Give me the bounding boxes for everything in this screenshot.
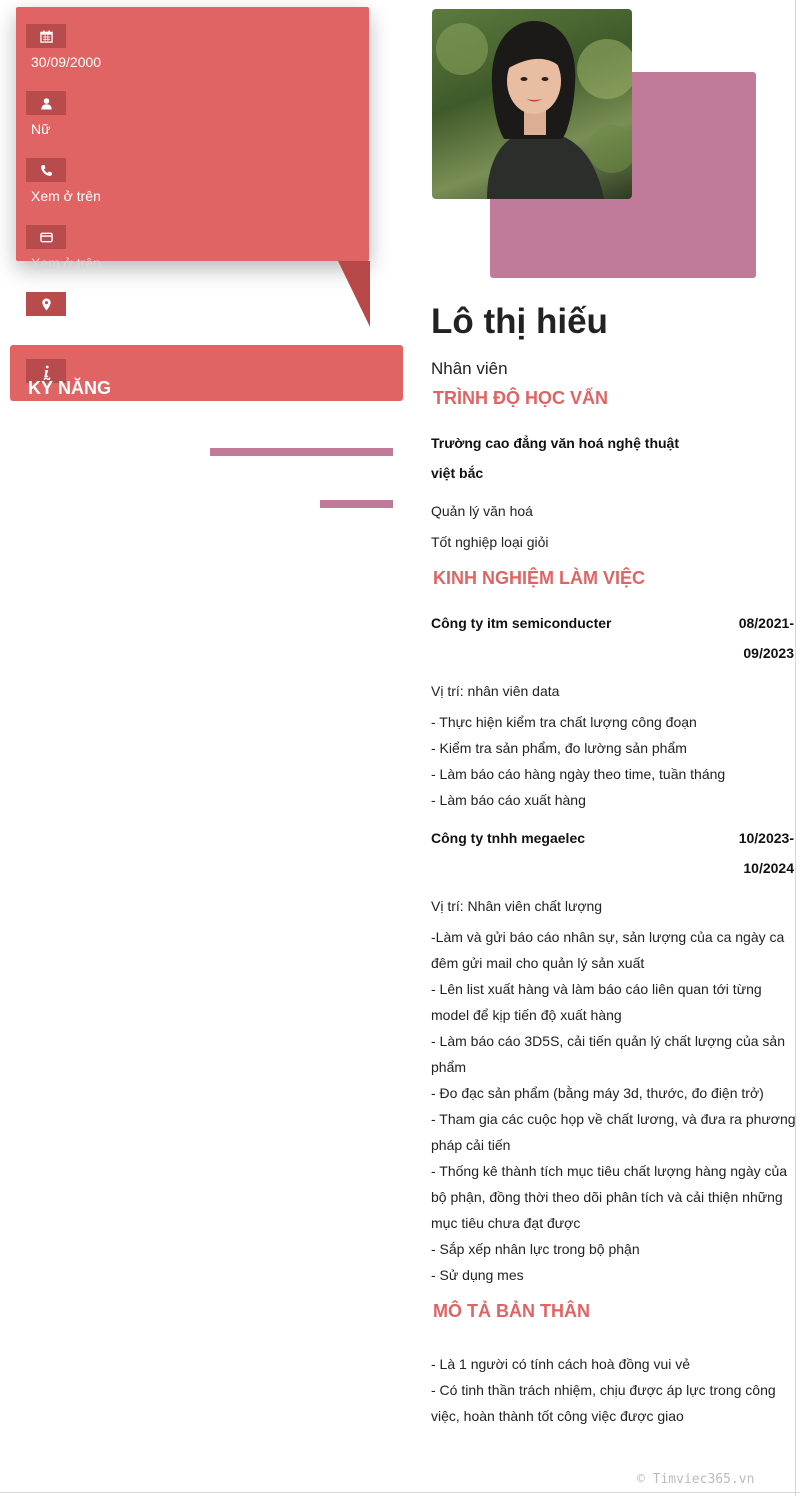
job-task: - Thực hiện kiểm tra chất lượng công đoạn [431, 714, 697, 730]
email-text: Xem ở trên [31, 255, 101, 271]
candidate-position: Nhân viên [431, 359, 508, 378]
footer-copyright: © Timviec365.vn [637, 1472, 755, 1487]
page-right-border [795, 0, 796, 1496]
job-company: Công ty tnhh megaelec [431, 830, 586, 846]
about-section-title: MÔ TẢ BẢN THÂN [433, 1301, 590, 1321]
personal-info-card [16, 7, 369, 261]
job-task: - Sử dụng mes [431, 1267, 524, 1283]
job-task: model để kịp tiến độ xuất hàng [431, 1007, 622, 1023]
job-role: Vị trí: nhân viên data [431, 683, 560, 699]
page-bottom-border [0, 1492, 800, 1493]
job-task: - Làm báo cáo 3D5S, cải tiến quản lý chất lượng của sản [431, 1033, 785, 1049]
job-date-start: 10/2023- [738, 830, 794, 846]
job-task: - Lên list xuất hàng và làm báo cáo liên quan tới từng [431, 981, 762, 997]
phone-icon [26, 158, 66, 182]
job-task: - Làm báo cáo hàng ngày theo time, tuần tháng [431, 766, 726, 782]
skills-title: KỸ NĂNG [28, 378, 112, 398]
education-section-title: TRÌNH ĐỘ HỌC VẤN [433, 388, 608, 408]
skill-level-bar [320, 500, 393, 508]
job-task: pháp cải tiến [431, 1137, 511, 1153]
school-name-line2: việt bắc [431, 465, 484, 481]
location-icon [26, 292, 66, 316]
education-result: Tốt nghiệp loại giỏi [431, 534, 549, 550]
job-task: phẩm [431, 1059, 467, 1075]
gender-text: Nữ [31, 121, 51, 137]
about-line: - Là 1 người có tính cách hoà đồng vui vẻ [431, 1356, 691, 1372]
user-icon [26, 91, 66, 115]
job-date-end: 10/2024 [743, 860, 794, 876]
job-task: bộ phận, đồng thời theo dõi phân tích và cải thiện những [431, 1189, 783, 1205]
job-company: Công ty itm semiconducter [431, 615, 612, 631]
skill-level-bar [210, 448, 393, 456]
job-role: Vị trí: Nhân viên chất lượng [431, 898, 603, 914]
job-task: đêm gửi mail cho quản lý sản xuất [431, 955, 645, 971]
experience-section-title: KINH NGHIỆM LÀM VIỆC [433, 568, 646, 588]
birthday-text: 30/09/2000 [31, 54, 102, 70]
phone-text: Xem ở trên [31, 188, 101, 204]
info-card-tail [338, 261, 370, 327]
job-date-start: 08/2021- [738, 615, 794, 631]
job-task: mục tiêu chưa đạt được [431, 1215, 581, 1231]
candidate-name: Lô thị hiếu [431, 302, 608, 341]
job-task: - Kiểm tra sản phẩm, đo lường sản phẩm [431, 740, 687, 756]
job-task: - Làm báo cáo xuất hàng [431, 792, 586, 808]
job-task: - Đo đạc sản phẩm (bằng máy 3d, thước, đo điện trở) [431, 1085, 764, 1101]
school-name-line1: Trường cao đẳng văn hoá nghệ thuật [431, 435, 679, 451]
email-icon [26, 225, 66, 249]
job-date-end: 09/2023 [743, 645, 794, 661]
education-major: Quản lý văn hoá [431, 503, 533, 519]
about-line: - Có tinh thần trách nhiệm, chịu được áp lực trong công [431, 1382, 776, 1398]
about-line: việc, hoàn thành tốt công việc được giao [431, 1408, 684, 1424]
job-task: -Làm và gửi báo cáo nhân sự, sản lượng của ca ngày ca [431, 929, 785, 945]
job-task: - Sắp xếp nhân lực trong bộ phận [431, 1241, 640, 1257]
calendar-icon [26, 24, 66, 48]
profile-photo [432, 9, 632, 199]
job-task: - Tham gia các cuộc họp về chất lương, và đưa ra phương [431, 1111, 796, 1127]
job-task: - Thống kê thành tích mục tiêu chất lượng hàng ngày của [431, 1163, 788, 1179]
